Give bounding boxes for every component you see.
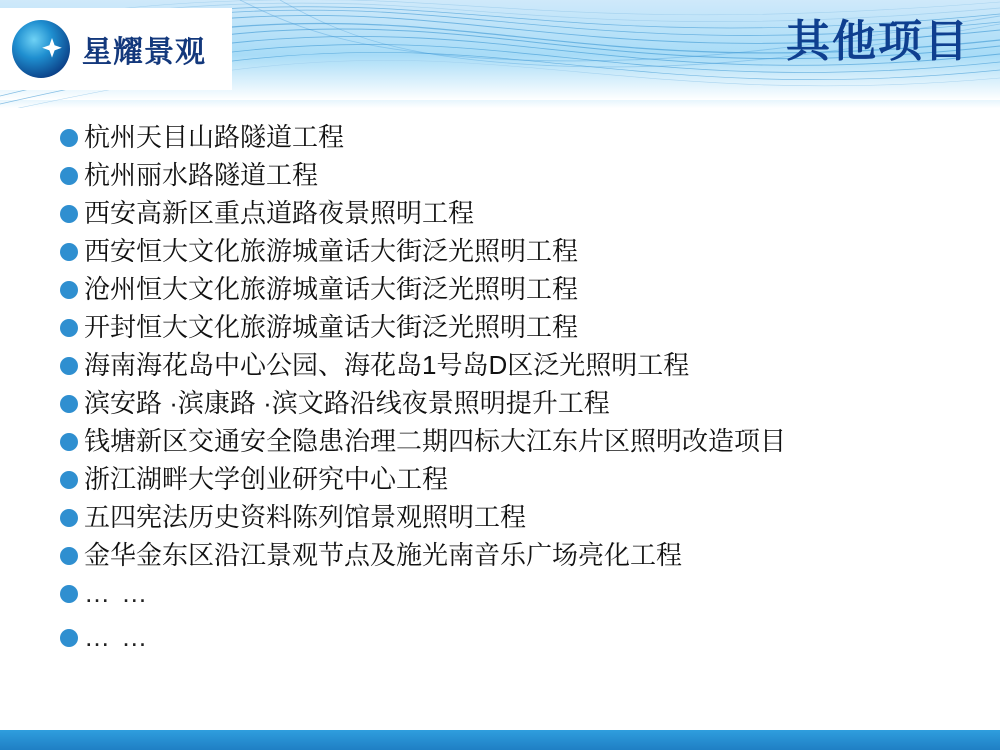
list-item xyxy=(58,578,958,608)
crescent-bullet-icon xyxy=(58,583,80,605)
list-item-label: 海南海花岛中心公园、海花岛1号岛D区泛光照明工程 xyxy=(84,350,690,380)
crescent-bullet-icon xyxy=(58,127,80,149)
crescent-bullet-icon xyxy=(58,203,80,225)
logo-text: 星耀景观 xyxy=(82,36,206,69)
page-title: 其他项目 xyxy=(786,17,970,66)
logo xyxy=(0,8,232,90)
crescent-bullet-icon xyxy=(58,165,80,187)
list-item-label: 杭州天目山路隧道工程 xyxy=(84,122,345,152)
list-item xyxy=(58,122,958,152)
list-item xyxy=(58,388,958,418)
list-item xyxy=(58,502,958,532)
crescent-bullet-icon xyxy=(58,279,80,301)
list-item xyxy=(58,464,958,494)
list-item xyxy=(58,198,958,228)
list-item xyxy=(58,312,958,342)
crescent-bullet-icon xyxy=(58,545,80,567)
project-list xyxy=(58,122,958,666)
list-item-label: 钱塘新区交通安全隐患治理二期四标大江东片区照明改造项目 xyxy=(84,426,787,456)
crescent-bullet-icon xyxy=(58,355,80,377)
list-item xyxy=(58,426,958,456)
list-item xyxy=(58,274,958,304)
list-item xyxy=(58,350,958,380)
crescent-bullet-icon xyxy=(58,469,80,491)
crescent-star-logo-icon xyxy=(10,18,72,80)
list-item-label: 五四宪法历史资料陈列馆景观照明工程 xyxy=(84,502,527,532)
list-item-label: 滨安路 ·滨康路 ·滨文路沿线夜景照明提升工程 xyxy=(84,388,610,418)
list-item-label: 西安恒大文化旅游城童话大街泛光照明工程 xyxy=(84,236,579,266)
crescent-bullet-icon xyxy=(58,393,80,415)
list-item-label: 开封恒大文化旅游城童话大街泛光照明工程 xyxy=(84,312,579,342)
crescent-bullet-icon xyxy=(58,507,80,529)
crescent-bullet-icon xyxy=(58,317,80,339)
list-item-label: 金华金东区沿江景观节点及施光南音乐广场亮化工程 xyxy=(84,540,683,570)
crescent-bullet-icon xyxy=(58,431,80,453)
list-item xyxy=(58,160,958,190)
list-item-label: 浙江湖畔大学创业研究中心工程 xyxy=(84,464,449,494)
crescent-bullet-icon xyxy=(58,241,80,263)
list-item xyxy=(58,540,958,570)
list-item-label: 西安高新区重点道路夜景照明工程 xyxy=(84,198,475,228)
footer-bar xyxy=(0,730,1000,750)
list-item-label: 杭州丽水路隧道工程 xyxy=(84,160,319,190)
list-item-label: … … xyxy=(84,622,150,652)
list-item-label: 沧州恒大文化旅游城童话大街泛光照明工程 xyxy=(84,274,579,304)
list-item-label: … … xyxy=(84,578,150,608)
list-item xyxy=(58,622,958,652)
crescent-bullet-icon xyxy=(58,627,80,649)
list-item xyxy=(58,236,958,266)
